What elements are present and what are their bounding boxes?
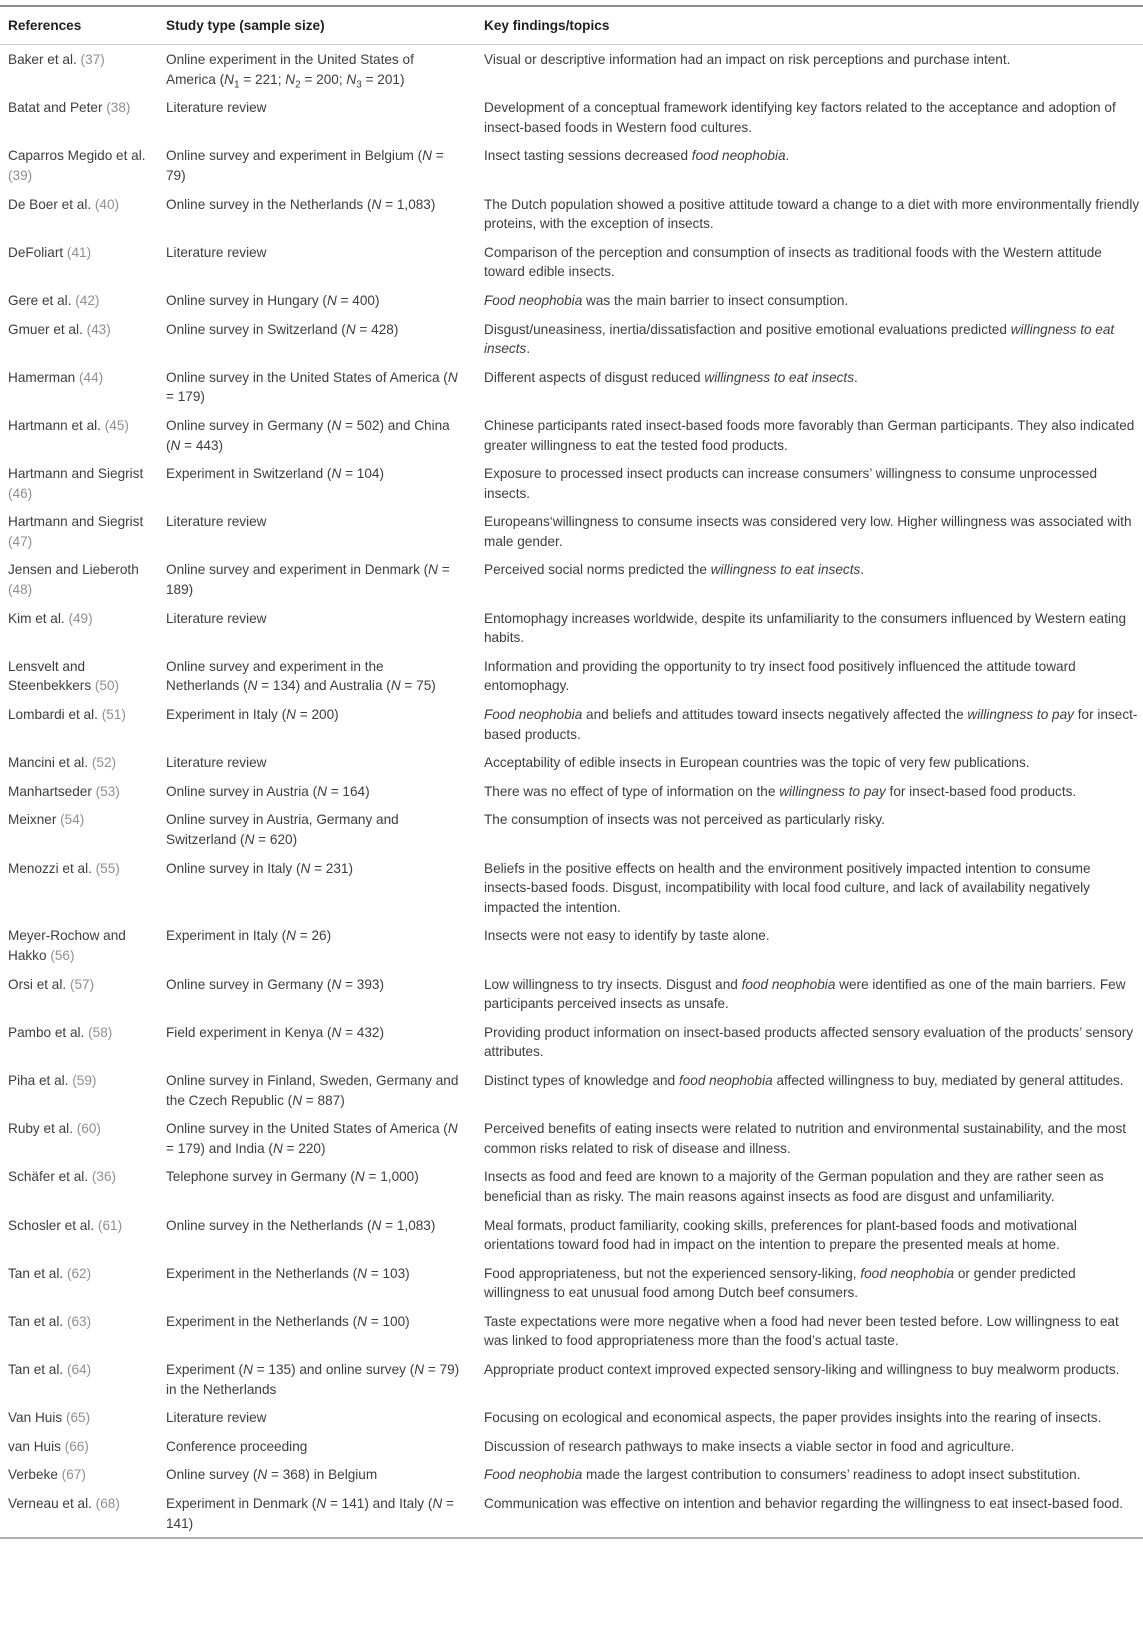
table-row <box>0 411 1143 459</box>
reference-number: (64) <box>66 1362 92 1378</box>
reference-cell: Hartmann and Siegrist (46) <box>8 466 144 501</box>
reference-number: (58) <box>88 1024 113 1040</box>
study-type-cell: Experiment (N = 135) and online survey (N = 79) in the Netherlands <box>166 1362 460 1397</box>
table-row <box>0 1403 1143 1432</box>
table-row <box>0 1355 1143 1403</box>
study-type-cell: Online survey in Switzerland (N = 428) <box>166 321 399 337</box>
study-type-cell: Literature review <box>166 755 267 771</box>
study-type-cell: Online survey in Germany (N = 502) and China (N = 443) <box>166 417 450 453</box>
reference-cell: Meixner (54) <box>8 812 85 828</box>
reference-number: (45) <box>104 417 129 433</box>
reference-cell: Manhartseder (53) <box>8 783 120 799</box>
study-type-cell: Online survey in Italy (N = 231) <box>166 860 354 876</box>
findings-cell: Comparison of the perception and consumption of insects as traditional foods with the Western attitude toward edible insects. <box>484 244 1102 280</box>
reference-number: (38) <box>106 100 131 116</box>
findings-cell: Development of a conceptual framework identifying key factors related to the acceptance and adoption of insect-based foods in Western food cultures. <box>484 100 1116 135</box>
findings-cell: Exposure to processed insect products can increase consumers’ willingness to consume unprocessed insects. <box>484 466 1098 501</box>
reference-number: (65) <box>65 1410 91 1426</box>
findings-cell: The Dutch population showed a positive attitude toward a change to a diet with more environmentally friendly proteins, with the exception of insects. <box>484 196 1140 232</box>
table-row <box>0 93 1143 141</box>
study-type-cell: Online survey (N = 368) in Belgium <box>166 1467 378 1483</box>
reference-cell: Hamerman (44) <box>8 369 104 385</box>
reference-number: (39) <box>8 167 33 183</box>
study-type-cell: Experiment in Switzerland (N = 104) <box>166 466 384 482</box>
study-type-cell: Literature review <box>166 244 267 260</box>
findings-cell: Europeans‘willingness to consume insects was considered very low. Higher willingness was associated with male gender. <box>484 514 1132 549</box>
findings-cell: Communication was effective on intention and behavior regarding the willingness to eat insect-based food. <box>484 1496 1124 1512</box>
table-row <box>0 555 1143 603</box>
reference-cell: Hartmann et al. (45) <box>8 417 129 433</box>
reference-cell: Gmuer et al. (43) <box>8 321 111 337</box>
findings-cell: Food appropriateness, but not the experienced sensory-liking, food neophobia or gender predicted willingness to eat unusual food among Dutch beef consumers. <box>484 1265 1076 1301</box>
table-row <box>0 1307 1143 1355</box>
study-type-cell: Online survey and experiment in the Netherlands (N = 134) and Australia (N = 75) <box>166 658 436 694</box>
findings-cell: Chinese participants rated insect-based foods more favorably than German participants. They also indicated greater willingness to eat the tested food products. <box>484 417 1135 453</box>
reference-cell: Menozzi et al. (55) <box>8 860 120 876</box>
findings-cell: Food neophobia and beliefs and attitudes toward insects negatively affected the willingness to pay for insect-based products. <box>484 707 1138 742</box>
table-row <box>0 1018 1143 1066</box>
reference-number: (50) <box>94 678 120 694</box>
table-row <box>0 604 1143 652</box>
findings-cell: Information and providing the opportunity to try insect food positively influenced the attitude toward entomophagy. <box>484 658 1076 694</box>
reference-cell: Gere et al. (42) <box>8 292 100 308</box>
table-row <box>0 1162 1143 1210</box>
findings-cell: The consumption of insects was not perceived as particularly risky. <box>484 812 885 828</box>
findings-cell: Acceptability of edible insects in European countries was the topic of very few publications. <box>484 755 1030 771</box>
table-row <box>0 1114 1143 1162</box>
reference-cell: Van Huis (65) <box>8 1410 91 1426</box>
reference-cell: Baker et al. (37) <box>8 52 105 67</box>
table-row <box>0 363 1143 411</box>
reference-cell: Jensen and Lieberoth (48) <box>8 562 139 598</box>
reference-cell: Meyer-Rochow and Hakko (56) <box>8 928 126 963</box>
findings-cell: Different aspects of disgust reduced willingness to eat insects. <box>484 369 858 385</box>
reference-cell: Kim et al. (49) <box>8 610 93 626</box>
findings-cell: Insects as food and feed are known to a majority of the German population and they are rather seen as beneficial than as risky. The main reasons against insects as food are disgust and unfamiliarity. <box>484 1169 1104 1204</box>
table-row <box>0 652 1143 700</box>
studies-overview-table <box>0 5 1143 1539</box>
reference-cell: DeFoliart (41) <box>8 244 92 260</box>
reference-number: (59) <box>72 1072 97 1088</box>
table-row <box>0 45 1143 94</box>
reference-cell: Tan et al. (62) <box>8 1265 92 1281</box>
table-row <box>0 921 1143 969</box>
study-type-cell: Literature review <box>166 610 267 626</box>
table-row <box>0 1211 1143 1259</box>
study-type-cell: Experiment in Denmark (N = 141) and Italy (N = 141) <box>166 1496 454 1531</box>
reference-cell: Ruby et al. (60) <box>8 1121 101 1137</box>
reference-cell: Caparros Megido et al. (39) <box>8 148 146 183</box>
study-type-cell: Online survey in Germany (N = 393) <box>166 976 384 992</box>
findings-cell: Food neophobia was the main barrier to insect consumption. <box>484 292 849 308</box>
findings-cell: Providing product information on insect-based products affected sensory evaluation of the products’ sensory attributes. <box>484 1024 1134 1060</box>
findings-cell: Perceived benefits of eating insects were related to nutrition and environmental sustainability, and the most common risks related to risk of disease and illness. <box>484 1121 1127 1156</box>
study-type-cell: Experiment in Italy (N = 26) <box>166 928 332 944</box>
findings-cell: Distinct types of knowledge and food neophobia affected willingness to buy, mediated by general attitudes. <box>484 1072 1124 1088</box>
reference-cell: Tan et al. (63) <box>8 1313 92 1329</box>
reference-cell: De Boer et al. (40) <box>8 196 120 212</box>
study-type-cell: Online survey and experiment in Denmark (N = 189) <box>166 562 450 598</box>
study-type-cell: Online experiment in the United States of America ($N_1 = 221$; $N_2 = 200$; $N_3 = 201$) <box>166 52 414 91</box>
reference-cell: Hartmann and Siegrist (47) <box>8 514 144 549</box>
reference-cell: Verneau et al. (68) <box>8 1496 120 1512</box>
table-row <box>0 286 1143 315</box>
reference-cell: Tan et al. (64) <box>8 1362 92 1378</box>
table-row <box>0 700 1143 748</box>
column-header-study-type: Study type (sample size) <box>166 6 484 45</box>
study-type-cell: Experiment in Italy (N = 200) <box>166 707 339 723</box>
findings-cell: Beliefs in the positive effects on health and the environment positively impacted intention to consume insects-based foods. Disgust, incompatibility with local food culture, and lack of availability negatively impacted the intention. <box>484 860 1091 915</box>
study-type-cell: Literature review <box>166 100 267 116</box>
table-row <box>0 748 1143 777</box>
reference-number: (43) <box>86 321 111 337</box>
table-row <box>0 315 1143 363</box>
findings-cell: There was no effect of type of information on the willingness to pay for insect-based food products. <box>484 783 1077 799</box>
reference-number: (52) <box>91 755 117 771</box>
findings-cell: Appropriate product context improved expected sensory-liking and willingness to buy mealworm products. <box>484 1362 1120 1378</box>
findings-cell: Perceived social norms predicted the willingness to eat insects. <box>484 562 865 578</box>
reference-number: (48) <box>8 582 33 598</box>
study-type-cell: Online survey in Finland, Sweden, Germany and the Czech Republic (N = 887) <box>166 1072 459 1108</box>
reference-number: (51) <box>101 707 126 723</box>
study-type-cell: Online survey in the United States of America (N = 179) <box>166 369 458 405</box>
reference-cell: Verbeke (67) <box>8 1467 86 1483</box>
study-type-cell: Conference proceeding <box>166 1438 308 1454</box>
study-type-cell: Experiment in the Netherlands (N = 100) <box>166 1313 410 1329</box>
column-header-key-findings: Key findings/topics <box>484 6 1143 45</box>
reference-cell: van Huis (66) <box>8 1438 89 1454</box>
reference-number: (55) <box>95 860 120 876</box>
findings-cell: Food neophobia made the largest contribution to consumers’ readiness to adopt insect substitution. <box>484 1467 1081 1483</box>
reference-number: (60) <box>76 1121 101 1137</box>
reference-number: (61) <box>97 1217 123 1233</box>
reference-number: (67) <box>61 1467 86 1483</box>
column-header-references: References <box>0 6 166 45</box>
reference-number: (40) <box>94 196 120 212</box>
study-type-cell: Online survey in Austria (N = 164) <box>166 783 370 799</box>
reference-number: (44) <box>79 369 104 385</box>
study-type-cell: Literature review <box>166 514 267 530</box>
findings-cell: Discussion of research pathways to make insects a viable sector in food and agriculture. <box>484 1438 1015 1454</box>
study-type-cell: Online survey in the Netherlands (N = 1,083) <box>166 1217 436 1233</box>
table-row <box>0 190 1143 238</box>
reference-cell: Schosler et al. (61) <box>8 1217 123 1233</box>
reference-cell: Mancini et al. (52) <box>8 755 117 771</box>
study-type-cell: Experiment in the Netherlands (N = 103) <box>166 1265 410 1281</box>
reference-number: (36) <box>91 1169 117 1185</box>
table-row <box>0 805 1143 853</box>
findings-cell: Taste expectations were more negative when a food had never been tested before. Low willingness to eat was linked to food appropriateness more than the food’s actual taste. <box>484 1313 1119 1349</box>
findings-cell: Focusing on ecological and economical aspects, the paper provides insights into the rearing of insects. <box>484 1410 1102 1426</box>
table-row <box>0 1460 1143 1489</box>
reference-number: (63) <box>66 1313 92 1329</box>
reference-number: (53) <box>95 783 120 799</box>
study-type-cell: Online survey in the United States of America (N = 179) and India (N = 220) <box>166 1121 458 1156</box>
findings-cell: Insects were not easy to identify by taste alone. <box>484 928 770 944</box>
table-row <box>0 507 1143 555</box>
table-row <box>0 854 1143 922</box>
table-row <box>0 970 1143 1018</box>
findings-cell: Insect tasting sessions decreased food neophobia. <box>484 148 790 164</box>
study-type-cell: Field experiment in Kenya (N = 432) <box>166 1024 384 1040</box>
reference-cell: Pambo et al. (58) <box>8 1024 113 1040</box>
study-type-cell: Literature review <box>166 1410 267 1426</box>
findings-cell: Visual or descriptive information had an impact on risk perceptions and purchase intent. <box>484 52 1011 67</box>
reference-number: (37) <box>80 52 105 67</box>
study-type-cell: Online survey in Hungary (N = 400) <box>166 292 380 308</box>
table-body <box>0 45 1143 1539</box>
study-type-cell: Online survey in Austria, Germany and Switzerland (N = 620) <box>166 812 399 847</box>
reference-cell: Orsi et al. (57) <box>8 976 95 992</box>
reference-cell: Batat and Peter (38) <box>8 100 131 116</box>
study-type-cell: Online survey and experiment in Belgium (N = 79) <box>166 148 444 183</box>
findings-cell: Meal formats, product familiarity, cooking skills, preferences for plant-based foods and motivational orientations toward food had in impact on the intention to prepare the presented meals at home. <box>484 1217 1077 1253</box>
table-row <box>0 1259 1143 1307</box>
reference-number: (57) <box>69 976 95 992</box>
table-row <box>0 141 1143 189</box>
findings-cell: Low willingness to try insects. Disgust and food neophobia were identified as one of the main barriers. Few participants perceived insects as unsafe. <box>484 976 1126 1012</box>
reference-number: (62) <box>66 1265 92 1281</box>
reference-cell: Piha et al. (59) <box>8 1072 97 1088</box>
findings-cell: Disgust/uneasiness, inertia/dissatisfaction and positive emotional evaluations predicted willingness to eat insects. <box>484 321 1115 357</box>
reference-number: (49) <box>68 610 93 626</box>
reference-number: (47) <box>8 533 33 549</box>
header-row <box>0 6 1143 45</box>
findings-cell: Entomophagy increases worldwide, despite its unfamiliarity to the consumers influenced by Western eating habits. <box>484 610 1127 646</box>
reference-number: (66) <box>64 1438 89 1454</box>
table-row <box>0 777 1143 806</box>
reference-number: (42) <box>75 292 100 308</box>
reference-number: (46) <box>8 485 33 501</box>
study-type-cell: Telephone survey in Germany (N = 1,000) <box>166 1169 419 1185</box>
table-row <box>0 238 1143 286</box>
reference-cell: Lombardi et al. (51) <box>8 707 126 723</box>
table-row <box>0 1489 1143 1538</box>
reference-number: (54) <box>60 812 85 828</box>
reference-number: (41) <box>66 244 92 260</box>
reference-cell: Lensvelt and Steenbekkers (50) <box>8 658 120 694</box>
table-header <box>0 6 1143 45</box>
reference-number: (56) <box>50 947 75 963</box>
study-type-cell: Online survey in the Netherlands (N = 1,083) <box>166 196 436 212</box>
table-row <box>0 1066 1143 1114</box>
table-row <box>0 1432 1143 1461</box>
reference-cell: Schäfer et al. (36) <box>8 1169 117 1185</box>
reference-number: (68) <box>95 1496 120 1512</box>
table-row <box>0 459 1143 507</box>
